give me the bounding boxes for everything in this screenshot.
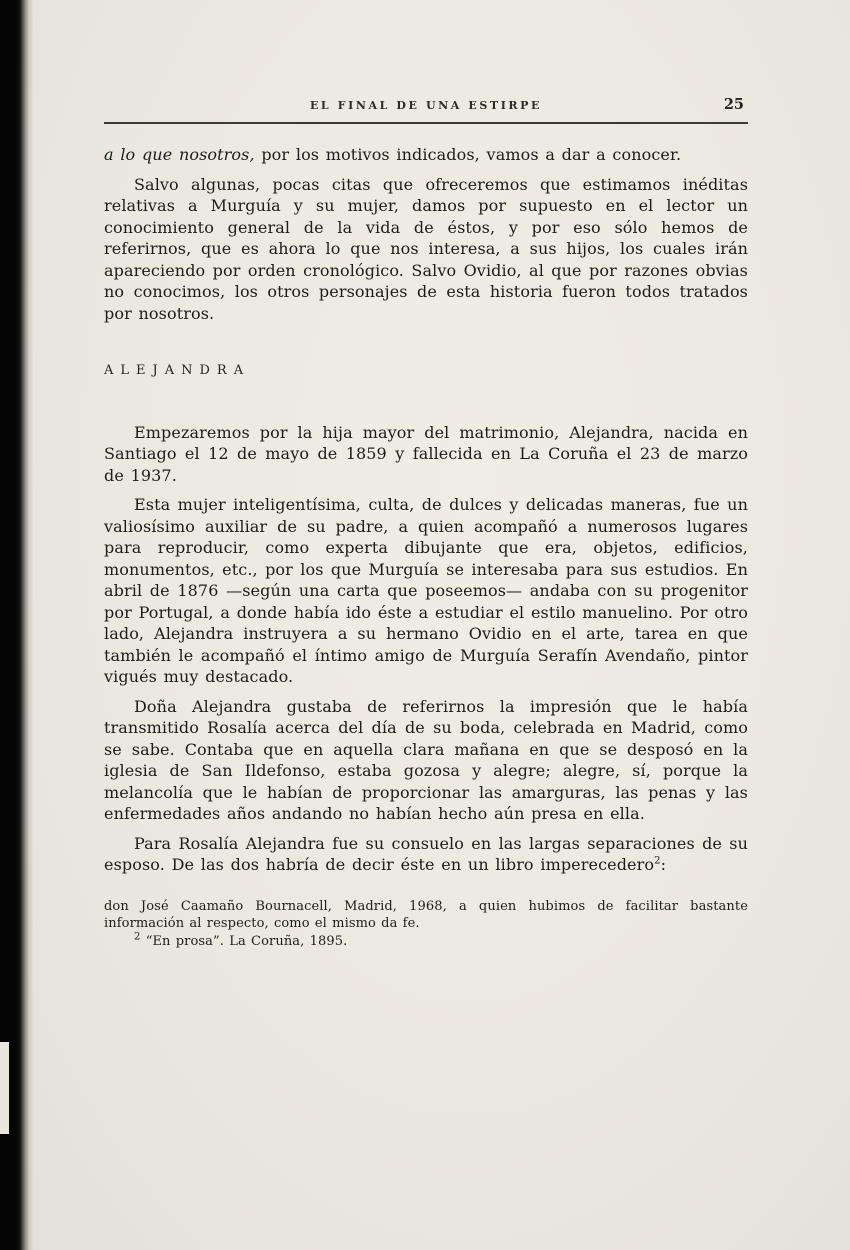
binding-shadow-gap [0, 1042, 9, 1134]
paragraph-6-colon: : [660, 855, 667, 874]
paragraph-2: Salvo algunas, pocas citas que ofreceremos que estimamos inéditas relativas a Murguía y su mujer, damos por supuesto en el lector un conocimiento general de la vida de éstos, y por eso sólo hemos de referirnos, que es ahora lo que nos interesa, a sus hijos, los cuales irán apareciendo por orden cronológico. Salvo Ovidio, al que por razones obvias no conocimos, los otros personajes de esta historia fueron todos tratados por nosotros. [104, 174, 748, 323]
paragraph-1-rest: por los motivos indicados, vamos a dar a conocer. [254, 145, 682, 164]
paragraph-5: Doña Alejandra gustaba de referirnos la impresión que le había transmitido Rosalía acerca del día de su boda, celebrada en Madrid, como se sabe. Contaba que en aquella clara mañana en que se desposó en la iglesia de San Ildefonso, estaba gozosa y alegre; alegre, sí, porque la melancolía que le habían de proporcionar las amarguras, las penas y las enfermedades años andando no habían hecho aún presa en ella. [104, 696, 748, 823]
paragraph-6-text: Para Rosalía Alejandra fue su consuelo en las largas separaciones de su esposo. De las dos habría de decir éste en un libro imperecedero [104, 833, 748, 874]
body-text [104, 144, 748, 950]
footnote-reference-2: 2 [654, 855, 661, 867]
footnote-2-text: “En prosa”. La Coruña, 1895. [145, 933, 348, 949]
footnote-2-marker: 2 [134, 931, 141, 943]
header-rule [104, 122, 748, 124]
footnote-continuation: don José Caamaño Bournacell, Madrid, 1968, a quien hubimos de facilitar bastante información al respecto, como el mismo da fe. [104, 898, 748, 931]
paragraph-4: Esta mujer inteligentísima, culta, de dulces y delicadas maneras, fue un valiosísimo auxiliar de su padre, a quien acompañó a numerosos lugares para reproducir, como experta dibujante que era, objetos, edificios, monumentos, etc., por los que Murguía se interesaba para sus estudios. En abril de 1876 —según una carta que poseemos— andaba con su progenitor por Portugal, a donde había ido éste a estudiar el estilo manuelino. Por otro lado, Alejandra instruyera a su hermano Ovidio en el arte, tarea en que también le acompañó el íntimo amigo de Murguía Serafín Avendaño, pintor vigués muy destacado. [104, 495, 748, 686]
page-content [104, 96, 748, 950]
paragraph-6 [104, 833, 748, 876]
paragraph-1 [104, 144, 748, 166]
footnote-2 [104, 933, 748, 951]
paragraph-3: Empezaremos por la hija mayor del matrimonio, Alejandra, nacida en Santiago el 12 de mayo de 1859 y fallecida en La Coruña el 23 de marzo de 1937. [104, 422, 748, 485]
page-number: 25 [723, 96, 744, 113]
running-header [104, 96, 748, 114]
footnotes [104, 898, 748, 951]
running-header-title: EL FINAL DE UNA ESTIRPE [309, 99, 543, 112]
section-heading: ALEJANDRA [104, 363, 251, 378]
paragraph-1-italic-lead: a lo que nosotros, [104, 145, 255, 164]
